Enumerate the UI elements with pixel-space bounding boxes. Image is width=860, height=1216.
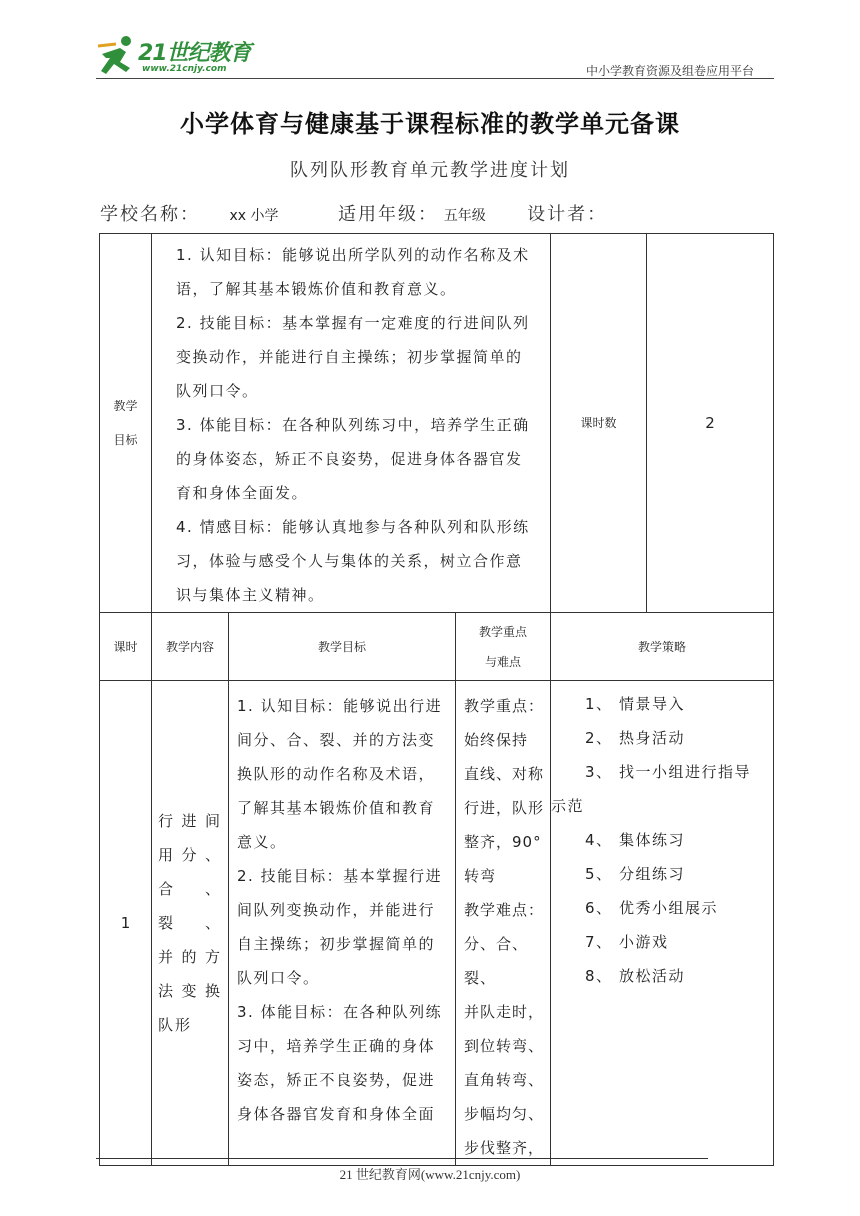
unit-goal-row <box>100 234 774 613</box>
logo-text: 21世纪教育 <box>138 41 251 66</box>
list-item: 示范 <box>551 797 585 815</box>
school-info <box>100 200 607 226</box>
unit-plan-table <box>99 233 774 1166</box>
page-header <box>0 0 860 80</box>
grade-label: 适用年级： <box>337 204 438 225</box>
school-label: 学校名称： <box>100 204 200 225</box>
lesson-content: 行进间 用分、 合、裂、 并的方 法变换 队形 <box>152 681 229 1166</box>
lesson-goals: 1. 认知目标：能够说出行进 间分、合、裂、并的方法变 换队形的动作名称及术语， 了解其基本锻炼价值和教育 意义。 2. 技能目标：基本掌握行进 间队列变换动作，并能进行 自主操练；初步掌握简单的 队列口令。 3. 体能目标：在各种队列练 习中，培养学生正确的身体 姿态，矫正不良姿势，促进 身体各器官发育和身体全面 <box>229 681 456 1166</box>
col-content: 教学内容 <box>152 613 229 681</box>
lesson-strategies <box>551 681 774 1166</box>
list-item: 1、 情景导入 <box>585 695 686 713</box>
header-divider <box>96 78 774 79</box>
table-row <box>100 681 774 1166</box>
logo-url: www.21cnjy.com <box>142 64 227 74</box>
unit-goal-label: 教学 目标 <box>100 234 152 613</box>
platform-name: 中小学教育资源及组卷应用平台 <box>585 64 754 78</box>
list-item: 5、 分组练习 <box>585 865 686 883</box>
footer-divider <box>96 1158 708 1159</box>
col-goal: 教学目标 <box>229 613 456 681</box>
unit-goal-text: 1. 认知目标：能够说出所学队列的动作名称及术 语，了解其基本锻炼价值和教育意义。 2. 技能目标：基本掌握有一定难度的行进间队列 变换动作，并能进行自主操练；初步掌握简单的 队列口令。 3. 体能目标：在各种队列练习中，培养学生正确 的身体姿态，矫正不良姿势，促进身体各器官发 育和身体全面发。 4. 情感目标：能够认真地参与各种队列和队形练 习，体验与感受个人与集体的关系，树立合作意 识与集体主义精神。 <box>152 234 551 613</box>
col-lesson: 课时 <box>100 613 152 681</box>
lesson-number: 1 <box>100 681 152 1166</box>
col-strategy: 教学策略 <box>551 613 774 681</box>
list-item: 7、 小游戏 <box>585 933 669 951</box>
list-item: 2、 热身活动 <box>585 729 686 747</box>
designer-label: 设计者： <box>527 204 608 225</box>
school-value: xx 小学 <box>229 208 279 224</box>
hours-label: 课时数 <box>551 234 647 613</box>
document-title: 小学体育与健康基于课程标准的教学单元备课 <box>180 110 680 138</box>
column-header-row <box>100 613 774 681</box>
list-item: 6、 优秀小组展示 <box>585 899 719 917</box>
list-item: 4、 集体练习 <box>585 831 686 849</box>
list-item: 3、 找一小组进行指导 <box>585 763 752 781</box>
document-subtitle: 队列队形教育单元教学进度计划 <box>290 160 570 181</box>
col-key-points: 教学重点 与难点 <box>456 613 551 681</box>
runner-logo-icon <box>96 34 140 78</box>
hours-value: 2 <box>647 234 774 613</box>
lesson-key-points: 教学重点： 始终保持 直线、对称 行进，队形 整齐，90° 转弯 教学难点： 分、合、裂、 并队走时， 到位转弯、 直角转弯、 步幅均匀、 步伐整齐， <box>456 681 551 1166</box>
logo <box>96 34 266 78</box>
grade-value: 五年级 <box>443 208 486 224</box>
list-item: 8、 放松活动 <box>585 967 686 985</box>
footer-text: 21 世纪教育网(www.21cnjy.com) <box>339 1167 521 1182</box>
